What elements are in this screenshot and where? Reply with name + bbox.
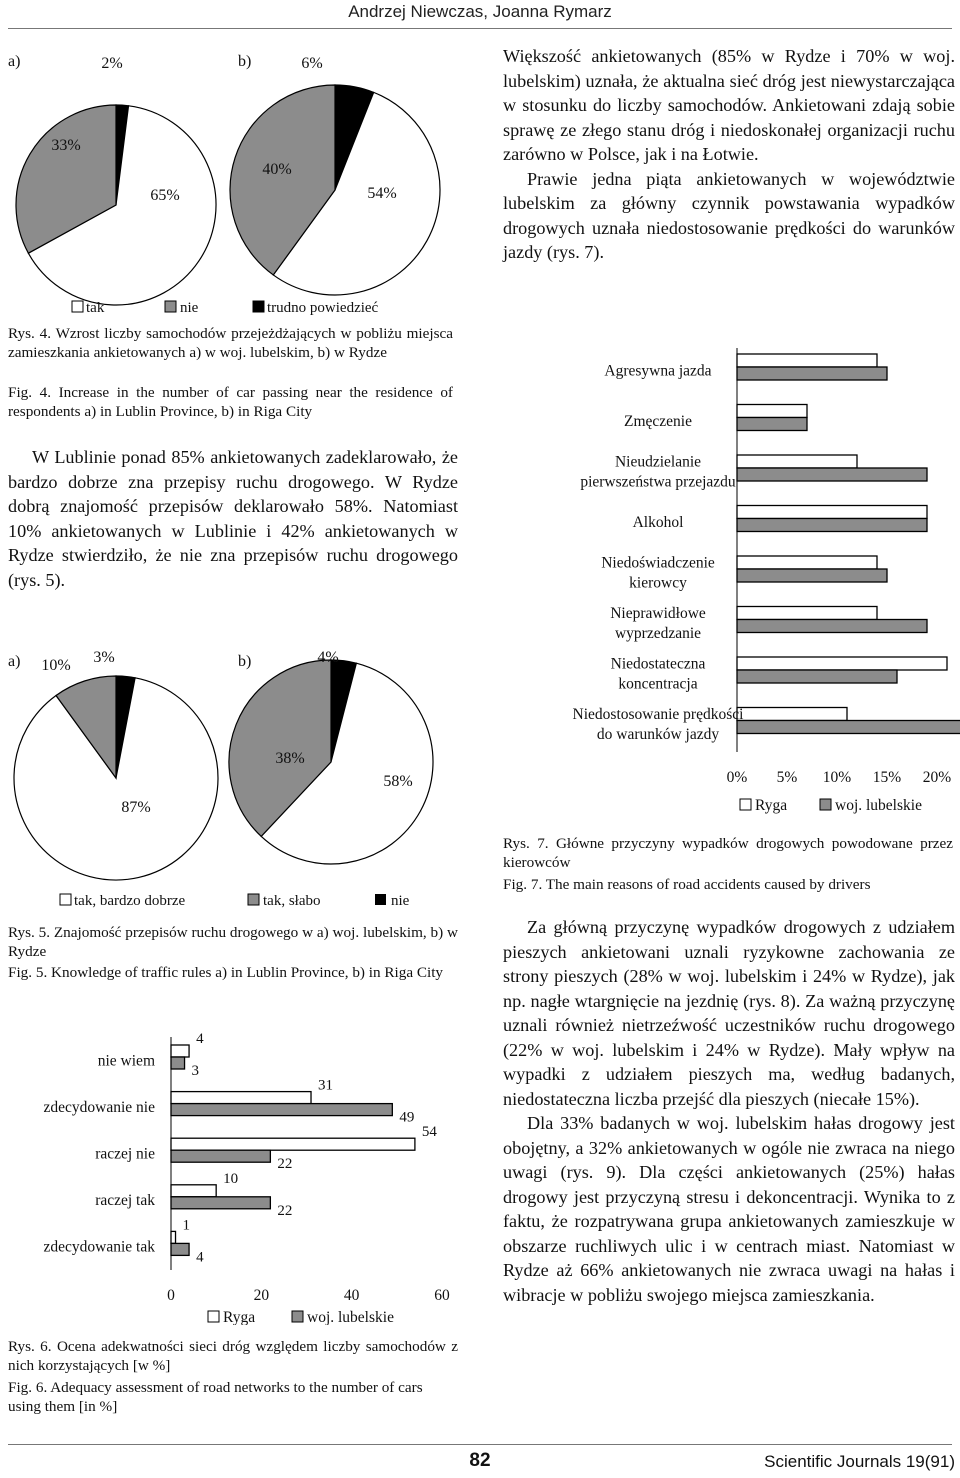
category-label: Alkohol xyxy=(632,513,684,531)
bar-value-label: 54 xyxy=(421,1124,437,1141)
category-label: do warunków jazdy xyxy=(596,725,720,743)
fig5-label-a: a) xyxy=(8,653,21,670)
fig5-caption-en: Fig. 5. Knowledge of traffic rules a) in Lublin Province, b) in Riga City xyxy=(8,964,444,981)
fig4-label-b: b) xyxy=(238,53,252,70)
legend-swatch xyxy=(820,799,831,810)
figure-5 xyxy=(0,640,470,915)
x-tick-label: 15% xyxy=(872,769,902,786)
pie-data-label: 33% xyxy=(51,137,81,154)
pie-data-label: 6% xyxy=(301,55,323,72)
bar-value-label: 4 xyxy=(196,1249,204,1266)
pie-data-label: 65% xyxy=(150,187,180,204)
legend-swatch xyxy=(208,1311,219,1322)
x-tick-label: 0% xyxy=(726,769,748,786)
bar-ryga xyxy=(171,1045,189,1057)
bar-lubelskie xyxy=(737,721,960,734)
legend-swatch xyxy=(292,1311,303,1322)
pie-chart-a xyxy=(16,55,216,305)
category-label: Agresywna jazda xyxy=(604,362,712,380)
legend-label-nie: nie xyxy=(391,893,410,909)
paragraph-knowledge-text: W Lublinie ponad 85% ankietowanych zadeklarowało, że bardzo dobrze zna przepisy ruchu drogowego. W Rydze dobrą znajomość przepisów deklarowało 58%. Natomiast 10% ankietowanych w Lublinie i 42% ankietowanych w Rydze stwierdziło, że nie zna przepisów ruchu drogowego (rys. 5). xyxy=(8,447,458,590)
pie-data-label: 58% xyxy=(383,773,413,790)
pie-data-label: 4% xyxy=(317,649,339,666)
bar-lubelskie xyxy=(171,1104,392,1116)
bar-ryga xyxy=(171,1231,176,1243)
running-header: Andrzej Niewczas, Joanna Rymarz xyxy=(348,2,612,21)
pie-chart-b xyxy=(230,55,440,295)
bar-lubelskie xyxy=(737,367,887,380)
bar-lubelskie xyxy=(737,468,927,481)
footer-rule xyxy=(8,1444,952,1445)
bar-ryga xyxy=(737,657,947,670)
fig5-legend xyxy=(60,893,410,909)
legend-label: Ryga xyxy=(223,1309,256,1325)
fig6-caption-pl: Rys. 6. Ocena adekwatności sieci dróg względem liczby samochodów z nich korzystających [w %] xyxy=(8,1338,458,1374)
legend-label-slabo: tak, słabo xyxy=(263,893,321,909)
fig4-caption-pl: Rys. 4. Wzrost liczby samochodów przejeżdżających w pobliżu miejsca zamieszkania ankietowanych a) w woj. lubelskim, b) w Rydze xyxy=(8,325,453,361)
bar-value-label: 3 xyxy=(191,1063,200,1079)
bar-ryga xyxy=(171,1138,415,1150)
figure-7 xyxy=(500,340,960,825)
fig6-caption-en: Fig. 6. Adequacy assessment of road networks to the number of cars using them [in %] xyxy=(8,1379,423,1415)
paragraph-pedestrians-text: Za główną przyczynę wypadków drogowych z udziałem pieszych ankietowani uznali ryzykowne zachowania ze strony pieszych (28% w woj. lubelskim i 24% w Rydze), jak np. nagłe wtargnięcie na jezdnię (rys. 8). Za ważną przyczynę uznali również nietrzeźwość uczestników ruchu drogowego (22% w woj. lubelskim i 24% w Rydze). Mały wpływ na wypadki z udziałem pieszych ma, według badanych, niedostateczna liczba przejść dla pieszych (niecałe 15%). xyxy=(503,917,955,1109)
pie-data-label: 87% xyxy=(121,799,151,816)
pie-chart-b xyxy=(229,649,433,864)
pie-data-label: 40% xyxy=(262,161,292,178)
category-label: Niedoświadczenie xyxy=(601,554,715,572)
bar-lubelskie xyxy=(737,519,927,532)
x-tick-label: 0 xyxy=(167,1287,175,1304)
category-label: Zmęczenie xyxy=(624,412,692,430)
bar-value-label: 10 xyxy=(223,1170,239,1187)
figure-4 xyxy=(0,40,470,325)
legend-label-trudno: trudno powiedzieć xyxy=(267,300,379,316)
bar-lubelskie xyxy=(171,1057,185,1069)
bar-ryga xyxy=(737,354,877,367)
bar-lubelskie xyxy=(171,1243,189,1255)
pie-data-label: 2% xyxy=(101,55,123,72)
paragraph-knowledge xyxy=(8,445,458,592)
category-label: raczej nie xyxy=(95,1145,155,1163)
legend-label-bardzo-dobrze: tak, bardzo dobrze xyxy=(74,893,186,909)
category-label: pierwszeństwa przejazdu xyxy=(580,473,736,491)
paragraph-speed-text: Prawie jedna piąta ankietowanych w województwie lubelskim za główny czynnik powstawania wypadków drogowych uznała niedostosowanie prędkości do warunków jazdy (rys. 7). xyxy=(503,168,955,262)
x-tick-label: 20 xyxy=(253,1287,270,1304)
paragraph-road-network xyxy=(503,44,955,265)
paragraph-road-network-text: Większość ankietowanych (85% w Rydze i 70% w woj. lubelskim) uznała, że aktualna sieć dróg jest niewystarczająca w stosunku do liczby samochodów. Ankietowani zdają sobie sprawę ze złego stanu dróg i niedoskonałej organizacji ruchu zarówno w Polsce, jak i na Łotwie. xyxy=(503,46,955,164)
legend-swatch-nie xyxy=(165,301,176,312)
legend-swatch-nie xyxy=(375,894,386,905)
bar-value-label: 22 xyxy=(277,1202,293,1219)
fig5-label-b: b) xyxy=(238,653,252,670)
bar-ryga xyxy=(737,708,847,721)
legend-swatch xyxy=(740,799,751,810)
category-label: koncentracja xyxy=(618,675,698,693)
bar-ryga xyxy=(737,607,877,620)
bar-ryga xyxy=(737,556,877,569)
bar-lubelskie xyxy=(737,620,927,633)
bar-lubelskie xyxy=(737,569,887,582)
bar-ryga xyxy=(171,1092,311,1104)
bar-value-label: 4 xyxy=(196,1031,204,1047)
bar-value-label: 22 xyxy=(277,1156,293,1173)
pie-data-label: 54% xyxy=(367,185,397,202)
bar-lubelskie xyxy=(737,418,807,431)
pie-data-label: 10% xyxy=(41,657,71,674)
header-rule xyxy=(8,28,952,29)
legend-swatch-bardzo-dobrze xyxy=(60,894,71,905)
legend-swatch-slabo xyxy=(248,894,259,905)
figure-6 xyxy=(0,1025,470,1325)
pie-chart-a xyxy=(14,649,218,880)
bar-ryga xyxy=(171,1185,216,1197)
pie-data-label: 3% xyxy=(93,649,115,666)
fig7-caption-en: Fig. 7. The main reasons of road accidents caused by drivers xyxy=(503,876,871,893)
legend-swatch-tak xyxy=(72,301,83,312)
bar-value-label: 49 xyxy=(399,1109,415,1126)
legend-label: woj. lubelskie xyxy=(307,1309,394,1325)
legend-label-nie: nie xyxy=(180,300,199,316)
category-label: zdecydowanie tak xyxy=(43,1238,155,1256)
x-tick-label: 5% xyxy=(776,769,798,786)
category-label: Nieudzielanie xyxy=(614,453,702,471)
x-tick-label: 20% xyxy=(922,769,952,786)
page-number: 82 xyxy=(469,1450,491,1471)
bar-ryga xyxy=(737,506,927,519)
legend-label: Ryga xyxy=(755,797,788,814)
category-label: nie wiem xyxy=(97,1052,155,1070)
category-label: raczej tak xyxy=(95,1192,155,1210)
journal-name: Scientific Journals 19(91) xyxy=(764,1452,955,1471)
category-label: Nieprawidłowe xyxy=(610,604,706,622)
bar-value-label: 1 xyxy=(182,1217,191,1234)
category-label: wyprzedzanie xyxy=(614,624,702,642)
x-tick-label: 60 xyxy=(434,1287,450,1304)
legend-swatch-trudno xyxy=(253,301,264,312)
fig5-caption-pl: Rys. 5. Znajomość przepisów ruchu drogowego w a) woj. lubelskim, b) w Rydze xyxy=(8,924,458,960)
fig4-caption-en: Fig. 4. Increase in the number of car passing near the residence of respondents a) in Lublin Province, b) in Riga City xyxy=(8,384,453,420)
bar-ryga xyxy=(737,455,857,468)
fig4-label-a: a) xyxy=(8,53,21,70)
x-tick-label: 10% xyxy=(822,769,852,786)
paragraph-noise-text: Dla 33% badanych w woj. lubelskim hałas drogowy jest obojętny, a 32% ankietowanych w ogóle nie zwraca na niego uwagi (rys. 9). Dla części ankietowanych (25%) hałas drogowy jest przyczyną stresu i dekoncentracji. Wynika to z faktu, że rozpatrywana grupa ankietowanych zamieszkuje w obszarze ruchliwych ulic i w centrach miast. Natomiast w Rydze aż 66% ankietowanych nie zwraca uwagi na hałas i wibracje w pobliżu swojego miejsca zamieszkania. xyxy=(503,1113,955,1305)
x-tick-label: 40 xyxy=(343,1287,360,1304)
paragraph-pedestrians xyxy=(503,915,955,1307)
category-label: kierowcy xyxy=(629,574,687,592)
bar-lubelskie xyxy=(171,1197,270,1209)
bar-lubelskie xyxy=(737,670,897,683)
pie-data-label: 38% xyxy=(275,750,305,767)
fig7-caption-pl: Rys. 7. Główne przyczyny wypadków drogowych powodowane przez kierowców xyxy=(503,835,953,871)
legend-label-tak: tak xyxy=(86,300,105,316)
bar-lubelskie xyxy=(171,1150,270,1162)
bar-ryga xyxy=(737,405,807,418)
category-label: zdecydowanie nie xyxy=(43,1098,155,1116)
bar-value-label: 31 xyxy=(318,1077,334,1094)
category-label: Niedostosowanie prędkości xyxy=(572,705,744,723)
legend-label: woj. lubelskie xyxy=(835,797,922,814)
category-label: Niedostateczna xyxy=(610,655,706,673)
